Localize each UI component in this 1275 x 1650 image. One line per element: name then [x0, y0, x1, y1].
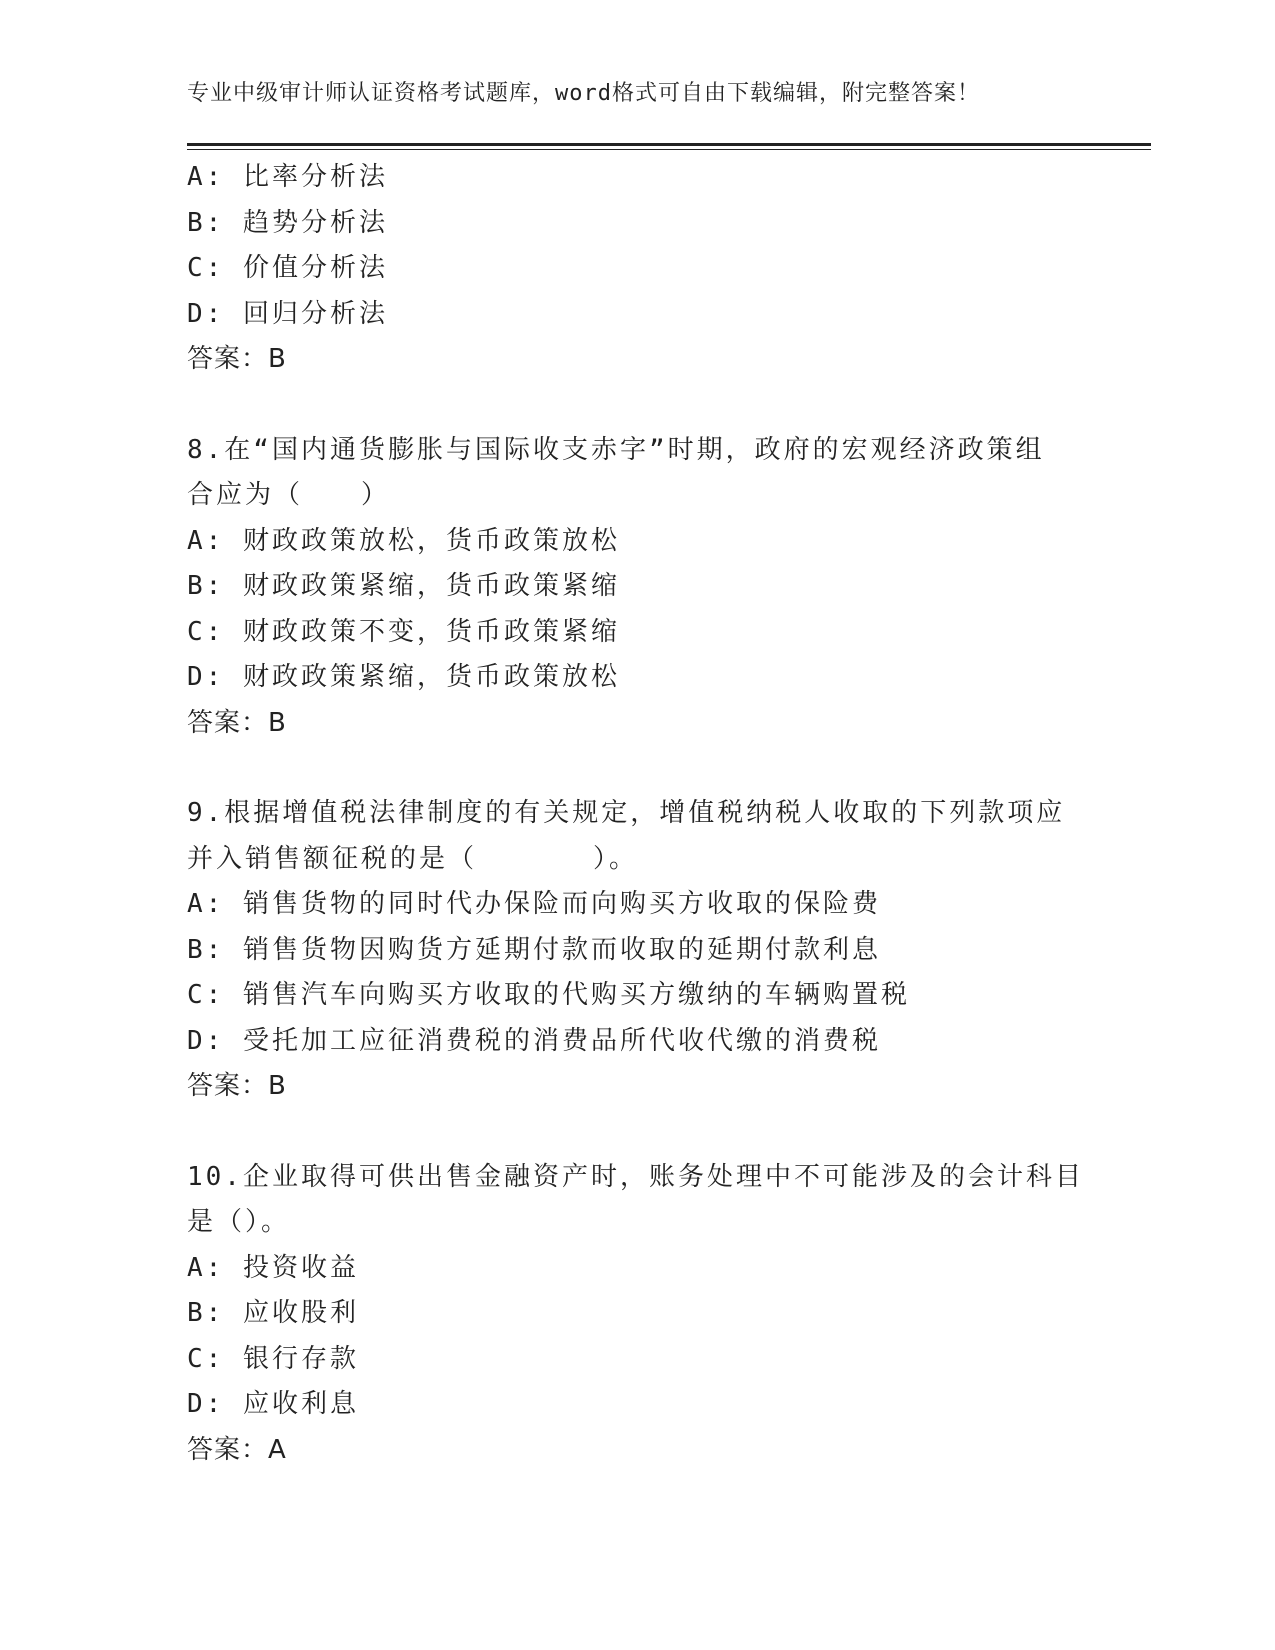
option-d: D: 财政政策紧缩，货币政策放松 [187, 662, 620, 692]
option-c: C: 银行存款 [187, 1343, 359, 1374]
option-a: A: 销售货物的同时代办保险而向购买方收取的保险费 [187, 889, 881, 919]
question-block-prev [187, 155, 1087, 383]
question-content [187, 155, 1087, 1473]
question-stem-line: 8.在“国内通货膨胀与国际收支赤字”时期，政府的宏观经济政策组 [187, 434, 1045, 465]
question-stem-line: 是（）。 [187, 1207, 291, 1237]
option-d: D: 受托加工应征消费税的消费品所代收代缴的消费税 [187, 1025, 881, 1056]
answer-line: 答案：B [187, 1071, 287, 1101]
question-stem-line: 合应为（ ） [187, 480, 391, 510]
answer-line: 答案：B [187, 344, 287, 374]
question-stem-line: 10.企业取得可供出售金融资产时，账务处理中不可能涉及的会计科目 [187, 1161, 1084, 1192]
option-b: B: 财政政策紧缩，货币政策紧缩 [187, 571, 620, 601]
option-b: B: 应收股利 [187, 1298, 359, 1328]
header-rule-thick [187, 143, 1151, 146]
option-a: A: 财政政策放松，货币政策放松 [187, 525, 620, 556]
option-c: C: 价值分析法 [187, 253, 388, 283]
option-a: A: 比率分析法 [187, 162, 388, 192]
option-a: A: 投资收益 [187, 1252, 359, 1283]
question-block-10 [187, 1155, 1087, 1474]
option-b: B: 趋势分析法 [187, 207, 388, 238]
option-d: D: 回归分析法 [187, 298, 388, 329]
page-header: 专业中级审计师认证资格考试题库，word格式可自由下载编辑，附完整答案！ [187, 81, 980, 106]
question-block-9 [187, 791, 1087, 1110]
header-rule-thin [187, 149, 1151, 150]
answer-line: 答案：B [187, 707, 287, 738]
option-c: C: 销售汽车向购买方收取的代购买方缴纳的车辆购置税 [187, 980, 910, 1010]
question-block-8 [187, 428, 1087, 747]
question-stem-line: 9.根据增值税法律制度的有关规定，增值税纳税人收取的下列款项应 [187, 798, 1066, 828]
option-d: D: 应收利息 [187, 1389, 359, 1419]
option-b: B: 销售货物因购货方延期付款而收取的延期付款利息 [187, 934, 881, 965]
question-stem-line: 并入销售额征税的是（ ）。 [187, 843, 639, 874]
answer-line: 答案：A [187, 1434, 287, 1465]
option-c: C: 财政政策不变，货币政策紧缩 [187, 616, 620, 647]
